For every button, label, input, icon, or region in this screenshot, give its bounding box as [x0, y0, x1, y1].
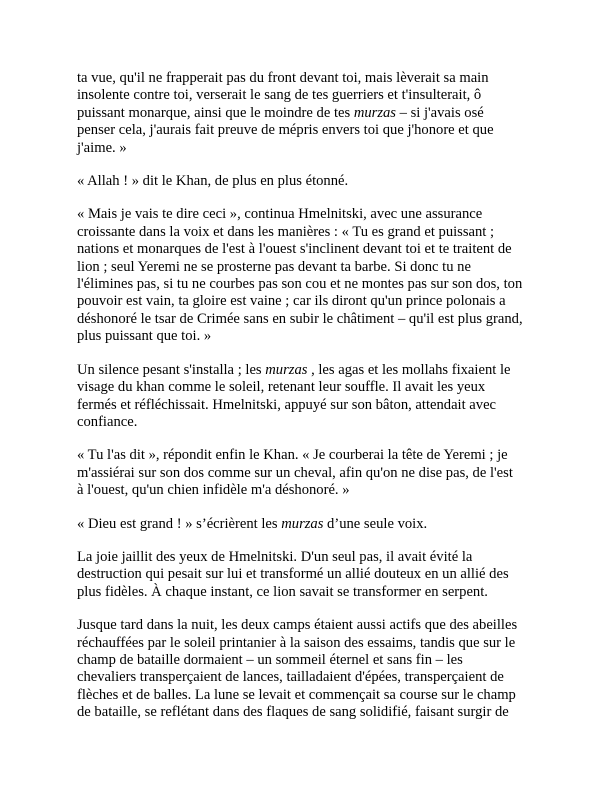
italic-term: murzas [265, 361, 308, 378]
text-run: « Dieu est grand ! » s’écrièrent les [77, 515, 282, 532]
body-text [77, 70, 545, 738]
paragraph-2 [77, 173, 545, 190]
paragraph-1 [77, 70, 545, 157]
paragraph-8 [77, 617, 545, 721]
text-run: « Allah ! » dit le Khan, de plus en plus étonné. [77, 173, 349, 190]
text-run: ta vue, qu'il ne frapperait pas du front devant toi, mais lèverait sa main insolente contre toi, verserait le sang de tes guerriers et t'insulterait, ô puissant monarque, ainsi que le moindre de tes [77, 70, 489, 121]
paragraph-6 [77, 516, 545, 533]
text-run: d’une seule voix. [323, 515, 428, 532]
text-run: Jusque tard dans la nuit, les deux camps étaient aussi actifs que des abeilles réchauffées par le soleil printanier à la saison des essaims, tandis que sur le champ de bataille dormaient – un sommeil éternel et sans fin – les chevaliers transperçaient de lances, tailladaient d'épées, transperçaient de flèches et de balles. La lune se levait et commençait sa course sur le champ de bataille, se reflétant dans des flaques de sang solidifié, faisant surgir de [77, 617, 518, 721]
paragraph-3 [77, 206, 545, 345]
text-run: La joie jaillit des yeux de Hmelnitski. D'un seul pas, il avait évité la destruction qui pesait sur lui et transformé un allié douteux en un allié des plus fidèles. À chaque instant, ce lion savait se transformer en serpent. [77, 548, 509, 600]
text-run: « Mais je vais te dire ceci », continua Hmelnitski, avec une assurance croissante dans la voix et dans les manières : « Tu es grand et puissant ; nations et monarques de l'est à l'ouest s'inclinent devant toi et te traitent de lion ; seul Yeremi ne se prosterne pas devant ta barbe. Si donc tu ne l'élimines pas, si tu ne courbes pas son cou et ne montes pas sur son dos, ton pouvoir est vain, ta gloire est vaine ; car ils diront qu'un prince polonais a déshonoré le tsar de Crimée sans en subir le châtiment – qu'il est plus grand, plus puissant que toi. » [77, 206, 523, 345]
text-run: « Tu l'as dit », répondit enfin le Khan. « Je courberai la tête de Yeremi ; je m'assiérai sur son dos comme sur un cheval, afin qu'on ne dise pas, de l'est à l'ouest, qu'un chien infidèle m'a déshonoré. » [77, 447, 513, 499]
paragraph-5 [77, 447, 545, 499]
text-run: , les agas et les mollahs fixaient le visage du khan comme le soleil, retenant leur souffle. Il avait les yeux fermés et réfléchissait. Hmelnitski, appuyé sur son bâton, attendait avec confiance. [77, 361, 511, 430]
italic-term: murzas [353, 104, 396, 121]
text-run: – si j'avais osé penser cela, j'aurais fait preuve de mépris envers toi que j'honore et que j'aime. » [77, 104, 494, 156]
paragraph-7 [77, 549, 545, 601]
paragraph-4 [77, 362, 545, 432]
italic-term: murzas [281, 515, 324, 532]
text-run: Un silence pesant s'installa ; les [77, 361, 266, 378]
